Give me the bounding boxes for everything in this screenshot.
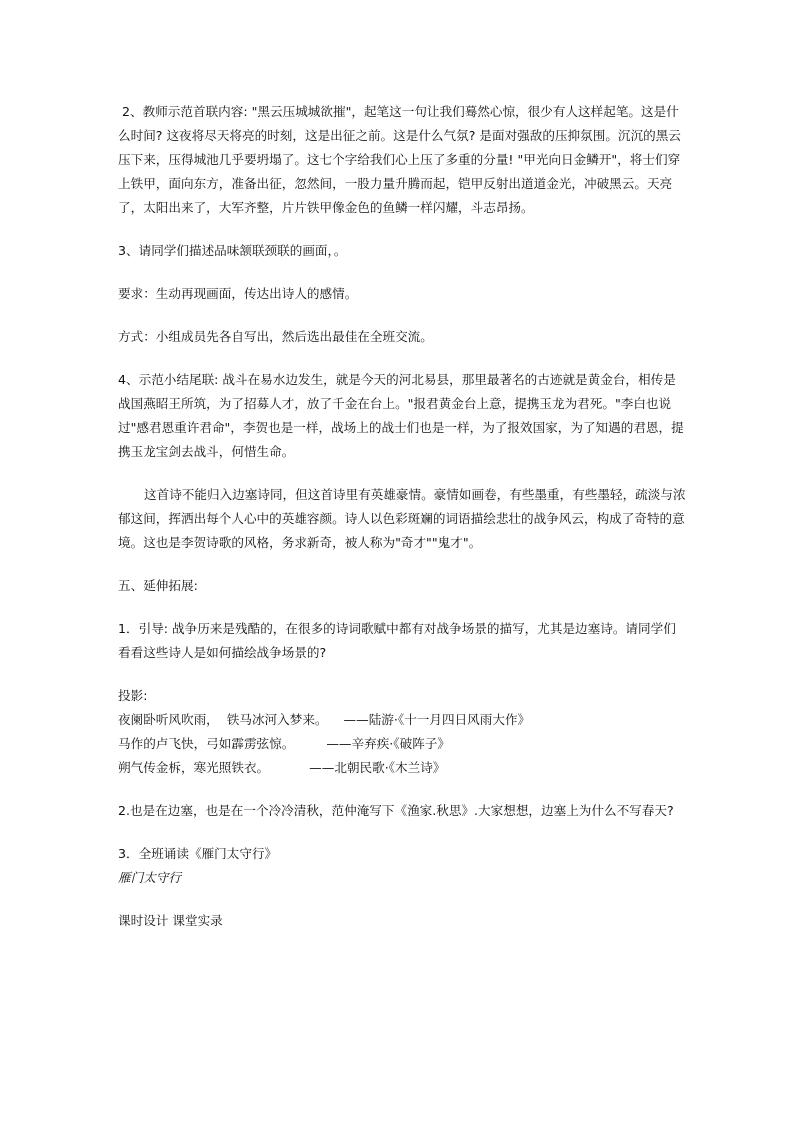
paragraph-requirement: 要求：生动再现画面，传达出诗人的感情。 [118,286,358,301]
poem-line-lu-you: 夜阑卧听风吹雨， 铁马冰河入梦来。 ——陆游·《十一月四日风雨大作》 [118,712,531,727]
poem-line-xin-qiji: 马作的卢飞快，弓如霹雳弦惊。 ——辛弃疾·《破阵子》 [118,736,450,751]
section-heading-extension: 五、延伸拓展: [118,578,198,593]
poem-line-mulan: 朔气传金柝，寒光照铁衣。 ——北朝民歌·《木兰诗》 [118,760,446,775]
paragraph-method: 方式：小组成员先各自写出，然后选出最佳在全班交流。 [118,329,433,344]
paragraph-heroic-spirit: 这首诗不能归入边塞诗同，但这首诗里有英雄豪情。豪情如画卷，有些墨重，有些墨轻，疏淡与浓郁这间，挥洒出每个人心中的英雄容颜。诗人以色彩斑斓的词语描绘悲壮的战争风云，构成了奇特的意境。这也是李贺诗歌的风格，务求新奇，被人称为"奇才""鬼才"。 [118,487,686,550]
paragraph-projection: 投影: [118,688,148,703]
paragraph-summary-tail: 4、示范小结尾联: 战斗在易水边发生，就是今天的河北易县，那里最著名的古迹就是黄金台，相传是战国燕昭王所筑，为了招募人才，放了千金在台上。"报君黄金台上意，提携玉龙为君死。"李白也说过"感君恩重许君命"，李贺也是一样，战场上的战士们也是一样，为了报效国家，为了知遇的君恩，提携玉龙宝剑去战斗，何惜生命。 [118,372,684,459]
paragraph-lesson-design: 课时设计 课堂实录 [118,913,223,928]
paragraph-guide: 1．引导: 战争历来是残酷的，在很多的诗词歌赋中都有对战争场景的描写，尤其是边塞诗。请同学们看看这些诗人是如何描绘战争场景的? [118,621,676,660]
poem-title-italic: 雁门太守行 [118,870,181,885]
paragraph-describe-couplets: 3、请同学们描述品味颔联颈联的画面，。 [118,243,347,258]
document-page [118,100,686,933]
paragraph-fan-zhongyan: 2.也是在边塞，也是在一个冷冷清秋，范仲淹写下《渔家.秋思》.大家想想，边塞上为什么不写春天? [118,803,674,818]
paragraph-class-reading: 3．全班诵读《雁门太守行》 [118,846,278,861]
paragraph-teacher-demo: 2、教师示范首联内容: "黑云压城城欲摧"，起笔这一句让我们蓦然心惊，很少有人这样起笔。这是什么时间? 这夜将尽天将亮的时刻，这是出征之前。这是什么气氛? 是面对强敌的压抑氛围。沉沉的黑云压下来，压得城池几乎要坍塌了。这七个字给我们心上压了多重的分量! "甲光向日金鳞开"，将士们穿上铁甲，面向东方，准备出征，忽然间，一股力量升腾而起，铠甲反射出道道金光，冲破黑云。天亮了，太阳出来了，大军齐整，片片铁甲像金色的鱼鳞一样闪耀，斗志昂扬。 [118,104,681,215]
